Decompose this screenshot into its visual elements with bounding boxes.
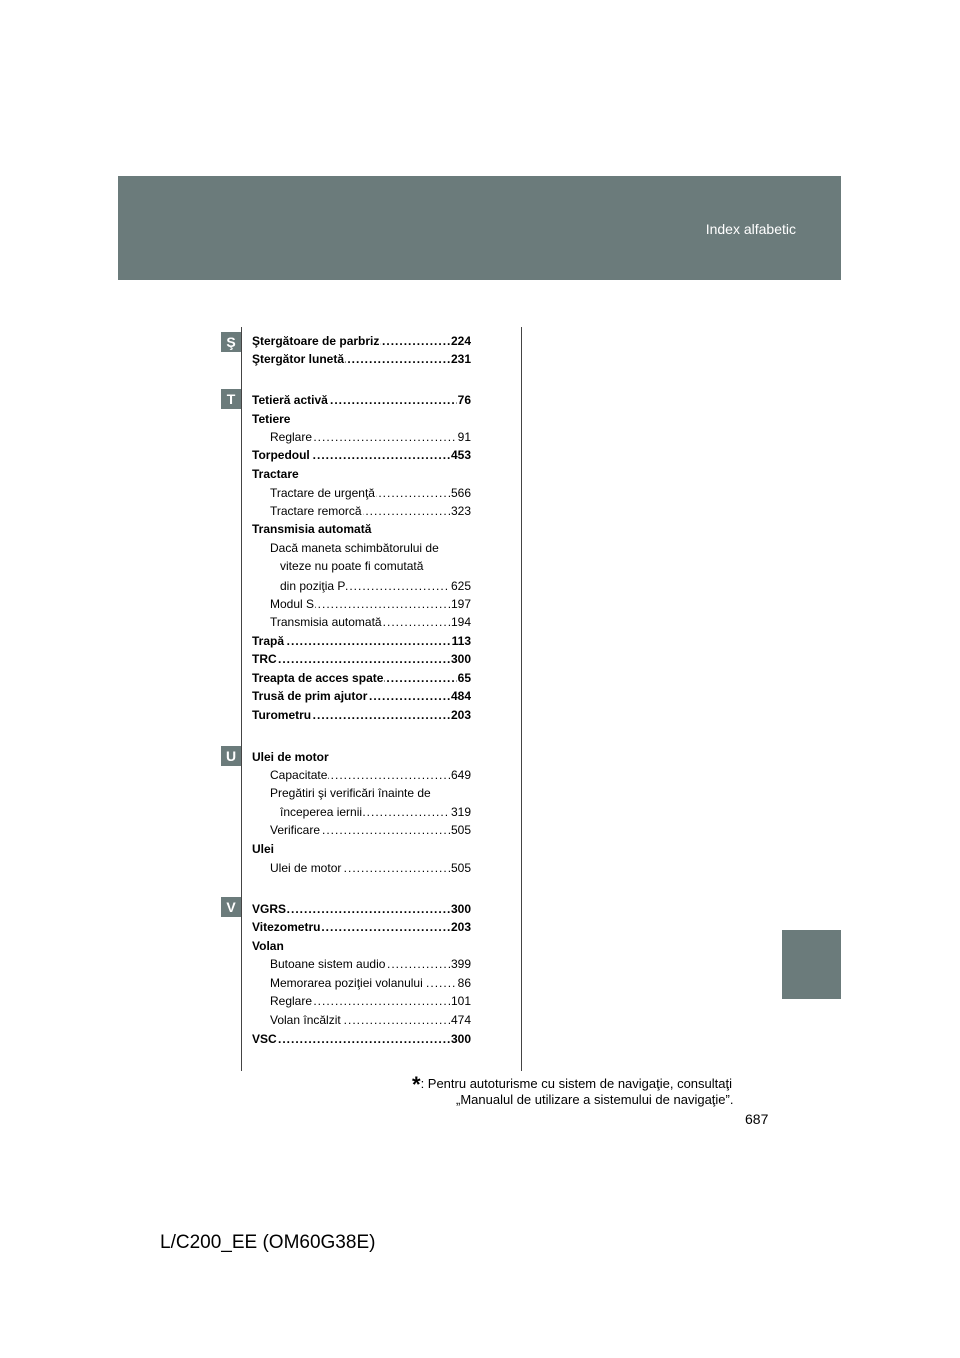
section-title: Index alfabetic [705, 221, 796, 237]
index-entry[interactable]: ..... Ştergător lunetă 231 [252, 350, 471, 368]
index-entry[interactable]: ..... Trusă de prim ajutor 484 [252, 687, 471, 705]
index-subentry[interactable]: ..... Transmisia automată 194 [270, 613, 471, 631]
index-entry[interactable]: ..... Torpedoul 453 [252, 446, 471, 464]
index-entry-heading: Volan [252, 939, 284, 953]
index-subentry-text: viteze nu poate fi comutată [280, 559, 424, 573]
index-subentry[interactable]: ..... Reglare 91 [270, 428, 471, 446]
index-entry[interactable]: ..... Vitezometru 203 [252, 918, 471, 936]
index-entry[interactable]: ..... VSC 300 [252, 1030, 471, 1048]
index-subentry-text: Pregătiri şi verificări înainte de [270, 786, 431, 800]
index-subentry[interactable]: ..... Volan încălzit 474 [270, 1011, 471, 1029]
index-subentry[interactable]: ..... Modul S 197 [270, 595, 471, 613]
index-entry-heading: Tractare [252, 467, 299, 481]
index-entry[interactable]: ..... TRC 300 [252, 650, 471, 668]
index-entry[interactable]: ..... Tetieră activă 76 [252, 391, 471, 409]
letter-tab-u: U [221, 746, 241, 766]
index-subentry-text: Dacă maneta schimbătorului de [270, 541, 439, 555]
index-entry-heading: Ulei de motor [252, 750, 329, 764]
index-subentry[interactable]: ..... Tractare de urgenţă 566 [270, 484, 471, 502]
page-number: 687 [745, 1111, 769, 1127]
index-entry[interactable]: ..... Turometru 203 [252, 706, 471, 724]
letter-tab-v: V [221, 897, 241, 917]
column-divider-left [241, 327, 242, 1071]
index-entry[interactable]: ..... Trapă 113 [252, 632, 471, 650]
index-subentry[interactable]: ..... Reglare 101 [270, 992, 471, 1010]
footnote-line-1: : Pentru autoturisme cu sistem de navigaţie, consultaţi [420, 1076, 732, 1091]
footnote-line-2: „Manualul de utilizare a sistemului de navigaţie”. [456, 1092, 734, 1107]
index-entry[interactable]: ..... VGRS 300 [252, 900, 471, 918]
index-subentry[interactable]: ..... Capacitate 649 [270, 766, 471, 784]
header-band [118, 176, 841, 280]
index-entry-heading: Tetiere [252, 412, 291, 426]
footnote [412, 1072, 772, 1107]
footnote-asterisk: * [412, 1072, 421, 1097]
index-subentry[interactable]: ..... Memorarea poziţiei volanului 86 [270, 974, 471, 992]
index-subentry[interactable]: ..... Tractare remorcă 323 [270, 502, 471, 520]
index-subentry[interactable]: ..... din poziţia P 625 [280, 577, 471, 595]
column-divider-right [521, 327, 522, 1071]
index-subentry[interactable]: ..... Ulei de motor 505 [270, 859, 471, 877]
letter-tab-s-comma: Ş [221, 332, 241, 352]
index-entry[interactable]: ..... Ştergătoare de parbriz 224 [252, 332, 471, 350]
letter-tab-t: T [221, 389, 241, 409]
index-entry-heading: Ulei [252, 842, 275, 856]
chapter-tab [782, 930, 841, 999]
index-subentry[interactable]: ..... Verificare 505 [270, 821, 471, 839]
index-entry-heading: Transmisia automată [252, 522, 372, 536]
index-entry[interactable]: ..... Treapta de acces spate 65 [252, 669, 471, 687]
document-code: L/C200_EE (OM60G38E) [160, 1232, 376, 1253]
index-subentry[interactable]: ..... Butoane sistem audio 399 [270, 955, 471, 973]
index-subentry[interactable]: ..... începerea iernii 319 [280, 803, 471, 821]
